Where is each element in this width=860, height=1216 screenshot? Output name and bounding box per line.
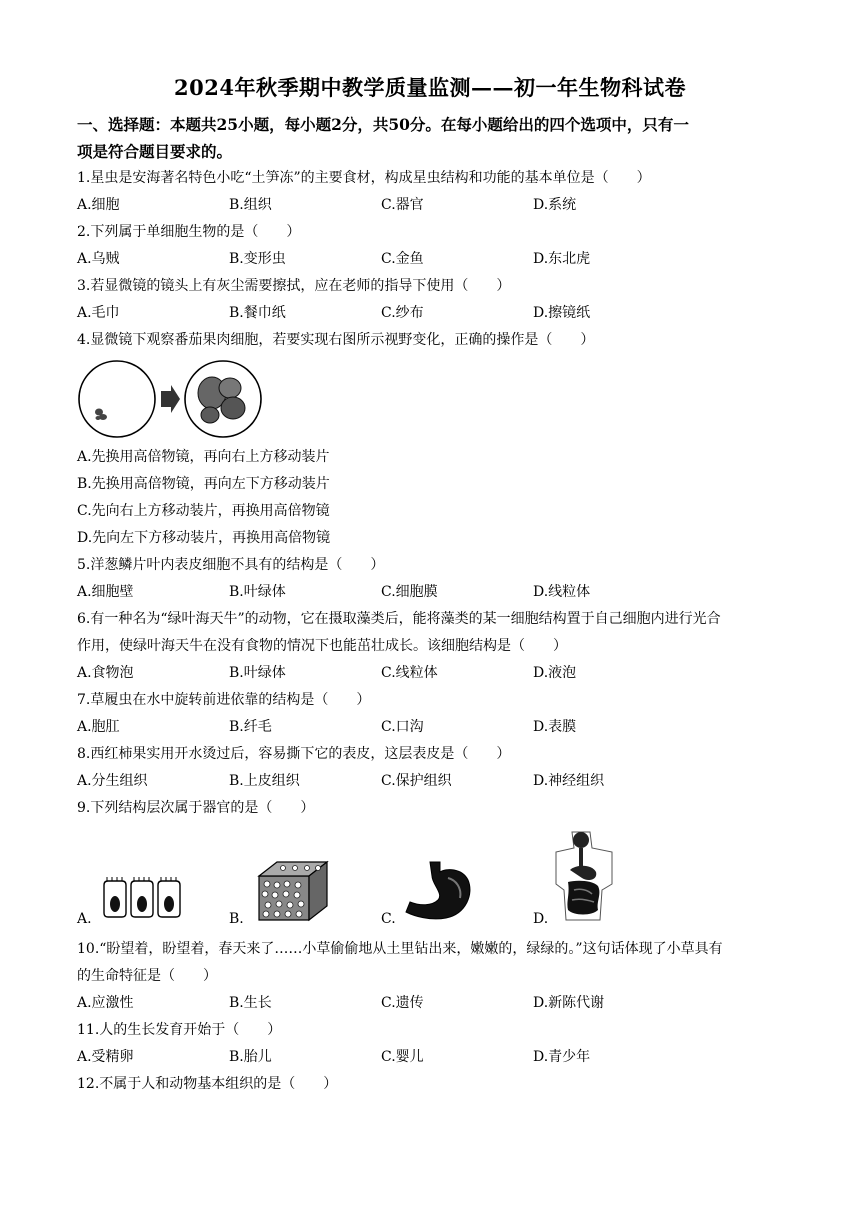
section-heading-line-2: 项是符合题目要求的。 (77, 142, 233, 161)
question-9-option-b: B. (229, 911, 244, 927)
question-8-stem: 8.西红柿果实用开水烫过后，容易撕下它的表皮，这层表皮是（ ） (77, 746, 511, 762)
question-5-option-a: A.细胞壁 (77, 584, 134, 600)
question-5-stem: 5.洋葱鳞片叶内表皮细胞不具有的结构是（ ） (77, 557, 385, 573)
question-3-option-a: A.毛巾 (77, 305, 120, 321)
question-1-stem: 1.星虫是安海著名特色小吃“土笋冻”的主要食材，构成星虫结构和功能的基本单位是（ ） (77, 170, 651, 186)
question-1-option-d: D.系统 (533, 197, 577, 213)
question-2-option-d: D.东北虎 (533, 251, 591, 267)
question-2-option-b: B.变形虫 (229, 251, 286, 267)
question-10-option-b: B.生长 (229, 995, 272, 1011)
question-3-stem: 3.若显微镜的镜头上有灰尘需要擦拭，应在老师的指导下使用（ ） (77, 278, 511, 294)
question-4-option-c: C.先向右上方移动装片，再换用高倍物镜 (77, 503, 330, 519)
question-11-option-b: B.胎儿 (229, 1049, 272, 1065)
question-4-option-a: A.先换用高倍物镜，再向右上方移动装片 (77, 449, 330, 465)
question-7-option-c: C.口沟 (381, 719, 424, 735)
page-title: 2024年秋季期中教学质量监测——初一年生物科试卷 (174, 75, 686, 100)
question-11-option-d: D.青少年 (533, 1049, 591, 1065)
question-1-option-a: A.细胞 (77, 197, 120, 213)
tissue-block-figure (255, 858, 331, 924)
question-4-option-d: D.先向左下方移动装片，再换用高倍物镜 (77, 530, 331, 546)
question-9-stem: 9.下列结构层次属于器官的是（ ） (77, 800, 315, 816)
question-10-stem-line-2: 的生命特征是（ ） (77, 968, 217, 984)
question-6-option-c: C.线粒体 (381, 665, 438, 681)
question-8-option-b: B.上皮组织 (229, 773, 300, 789)
question-11-option-a: A.受精卵 (77, 1049, 134, 1065)
question-6-option-a: A.食物泡 (77, 665, 134, 681)
question-8-option-c: C.保护组织 (381, 773, 452, 789)
question-3-option-c: C.纱布 (381, 305, 424, 321)
question-11-stem: 11.人的生长发育开始于（ ） (77, 1022, 282, 1038)
question-7-stem: 7.草履虫在水中旋转前进依靠的结构是（ ） (77, 692, 371, 708)
section-heading (77, 111, 787, 165)
question-6-option-b: B.叶绿体 (229, 665, 286, 681)
question-3-option-d: D.擦镜纸 (533, 305, 591, 321)
question-8-option-d: D.神经组织 (533, 773, 605, 789)
question-9-option-a: A. (77, 911, 92, 927)
arrow-right-icon (161, 385, 180, 413)
question-1-option-c: C.器官 (381, 197, 424, 213)
question-5-option-b: B.叶绿体 (229, 584, 286, 600)
question-9-option-c: C. (381, 911, 396, 927)
question-2-option-a: A.乌贼 (77, 251, 120, 267)
question-10-option-d: D.新陈代谢 (533, 995, 605, 1011)
stomach-figure (400, 858, 476, 924)
question-3-option-b: B.餐巾纸 (229, 305, 286, 321)
question-2-option-c: C.金鱼 (381, 251, 424, 267)
question-6-stem-line-2: 作用，使绿叶海天牛在没有食物的情况下也能茁壮成长。该细胞结构是（ ） (77, 638, 567, 654)
question-5-option-c: C.细胞膜 (381, 584, 438, 600)
question-7-option-b: B.纤毛 (229, 719, 272, 735)
question-6-stem-line-1: 6.有一种名为“绿叶海天牛”的动物，它在摄取藻类后，能将藻类的某一细胞结构置于自己细胞内进行光合 (77, 611, 721, 627)
question-11-option-c: C.婴儿 (381, 1049, 424, 1065)
question-10-stem-line-1: 10.“盼望着，盼望着，春天来了……小草偷偷地从土里钻出来，嫩嫩的，绿绿的。”这句话体现了小草具有 (77, 941, 723, 957)
question-10-option-a: A.应激性 (77, 995, 134, 1011)
question-6-option-d: D.液泡 (533, 665, 577, 681)
question-12-stem: 12.不属于人和动物基本组织的是（ ） (77, 1076, 338, 1092)
question-5-option-d: D.线粒体 (533, 584, 591, 600)
low-power-field-circle (79, 361, 155, 437)
question-4-option-b: B.先换用高倍物镜，再向左下方移动装片 (77, 476, 330, 492)
question-4-stem: 4.显微镜下观察番茄果肉细胞，若要实现右图所示视野变化，正确的操作是（ ） (77, 332, 595, 348)
question-7-option-a: A.胞肛 (77, 719, 120, 735)
digestive-system-figure (552, 830, 616, 924)
question-1-option-b: B.组织 (229, 197, 272, 213)
question-9-option-d: D. (533, 911, 549, 927)
section-heading-line-1: 一、选择题：本题共25小题，每小题2分，共50分。在每小题给出的四个选项中，只有一 (77, 115, 689, 134)
question-7-option-d: D.表膜 (533, 719, 577, 735)
question-8-option-a: A.分生组织 (77, 773, 148, 789)
question-2-stem: 2.下列属于单细胞生物的是（ ） (77, 224, 301, 240)
question-10-option-c: C.遗传 (381, 995, 424, 1011)
epithelial-cells-figure (100, 877, 186, 921)
microscope-field-change-figure (77, 358, 267, 442)
